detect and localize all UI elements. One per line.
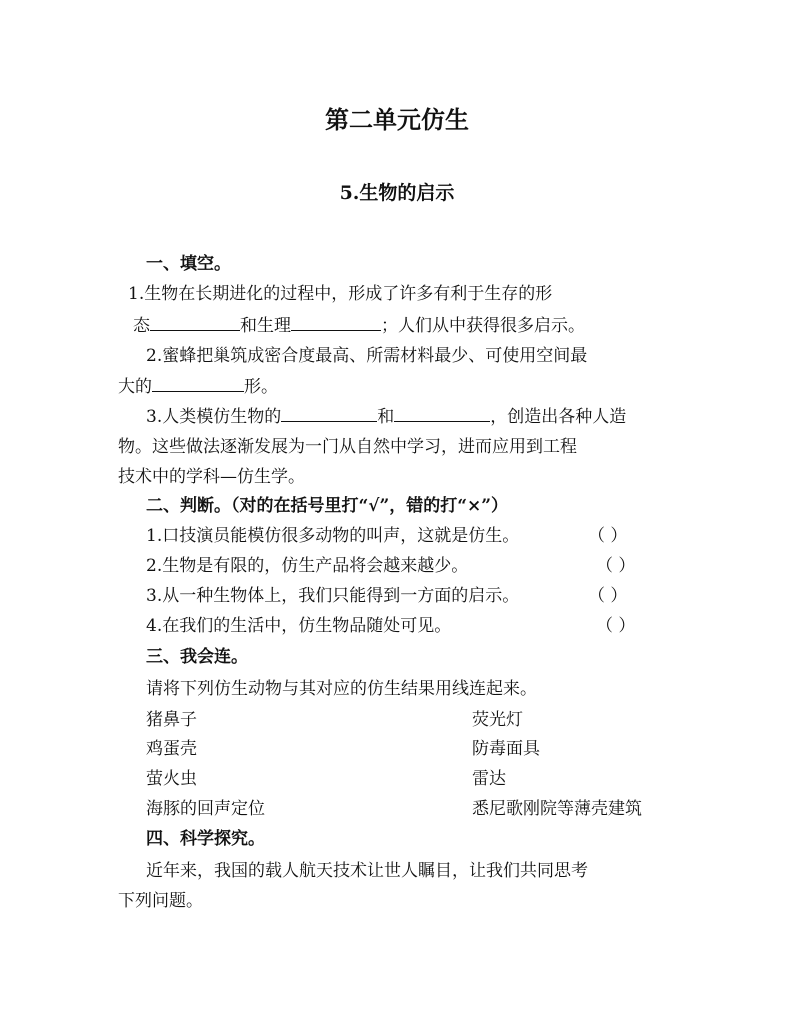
fill-q1-line1: 1.生物在长期进化的过程中，形成了许多有利于生存的形 (128, 284, 553, 304)
match-right-item[interactable]: 荧光灯 (472, 710, 523, 730)
match-right-item[interactable]: 雷达 (472, 769, 506, 789)
fill-q1-text-c: ；人们从中获得很多启示。 (381, 316, 585, 336)
match-right-item[interactable]: 悉尼歌刚院等薄壳建筑 (472, 799, 642, 819)
judge-item-1: 1.口技演员能模仿很多动物的叫声，这就是仿生。 (146, 526, 520, 546)
fill-q3-text-c: ，创造出各种人造 (490, 407, 627, 427)
fill-blank[interactable] (394, 405, 490, 422)
match-instruction: 请将下列仿生动物与其对应的仿生结果用线连起来。 (146, 679, 537, 699)
match-left-item[interactable]: 猪鼻子 (146, 710, 197, 730)
fill-q3-line3: 技术中的学科—仿生学。 (118, 467, 305, 487)
match-left-item[interactable]: 海豚的回声定位 (146, 799, 265, 819)
match-right-item[interactable]: 防毒面具 (472, 739, 540, 759)
fill-blank[interactable] (150, 314, 240, 331)
judge-item-2: 2.生物是有限的，仿生产品将会越来越少。 (146, 556, 469, 576)
fill-q1-text-a: 态 (133, 316, 150, 336)
fill-q3-line1 (146, 402, 626, 427)
judge-bracket-3[interactable]: （ ） (588, 586, 628, 606)
fill-q2-line2 (118, 372, 278, 397)
section-1-heading: 一、填空。 (146, 254, 231, 274)
section-3-heading: 三、我会连。 (146, 647, 248, 667)
fill-q2-text-b: 形。 (244, 377, 278, 397)
judge-item-4: 4.在我们的生活中，仿生物品随处可见。 (146, 616, 452, 636)
fill-q1-text-b: 和生理 (240, 316, 291, 336)
fill-q3-text-a: 3.人类模仿生物的 (146, 407, 282, 427)
fill-q2-text-a: 大的 (118, 377, 152, 397)
match-left-item[interactable]: 萤火虫 (146, 769, 197, 789)
lesson-title: 5.生物的启示 (339, 182, 455, 204)
fill-q3-line2: 物。这些做法逐渐发展为一门从自然中学习，进而应用到工程 (118, 437, 577, 457)
judge-item-3: 3.从一种生物体上，我们只能得到一方面的启示。 (146, 586, 520, 606)
fill-q3-text-b: 和 (377, 407, 395, 427)
judge-bracket-1[interactable]: （ ） (588, 526, 628, 546)
page-title: 第二单元仿生 (325, 105, 469, 134)
section-2-heading: 二、判断。（对的在括号里打“√”，错的打“×”） (146, 496, 509, 516)
section-4-heading: 四、科学探究。 (146, 829, 265, 849)
fill-blank[interactable] (291, 314, 381, 331)
inquiry-paragraph-line1: 近年来，我国的载人航天技术让世人瞩目，让我们共同思考 (146, 861, 588, 881)
fill-blank[interactable] (152, 375, 244, 392)
inquiry-paragraph-line2: 下列问题。 (118, 891, 203, 911)
judge-bracket-2[interactable]: （ ） (596, 556, 636, 576)
fill-q1-line2 (133, 311, 585, 336)
fill-q2-line1: 2.蜜蜂把巢筑成密合度最高、所需材料最少、可使用空间最 (146, 346, 588, 366)
fill-blank[interactable] (281, 405, 377, 422)
judge-bracket-4[interactable]: （ ） (596, 616, 636, 636)
match-left-item[interactable]: 鸡蛋壳 (146, 739, 197, 759)
